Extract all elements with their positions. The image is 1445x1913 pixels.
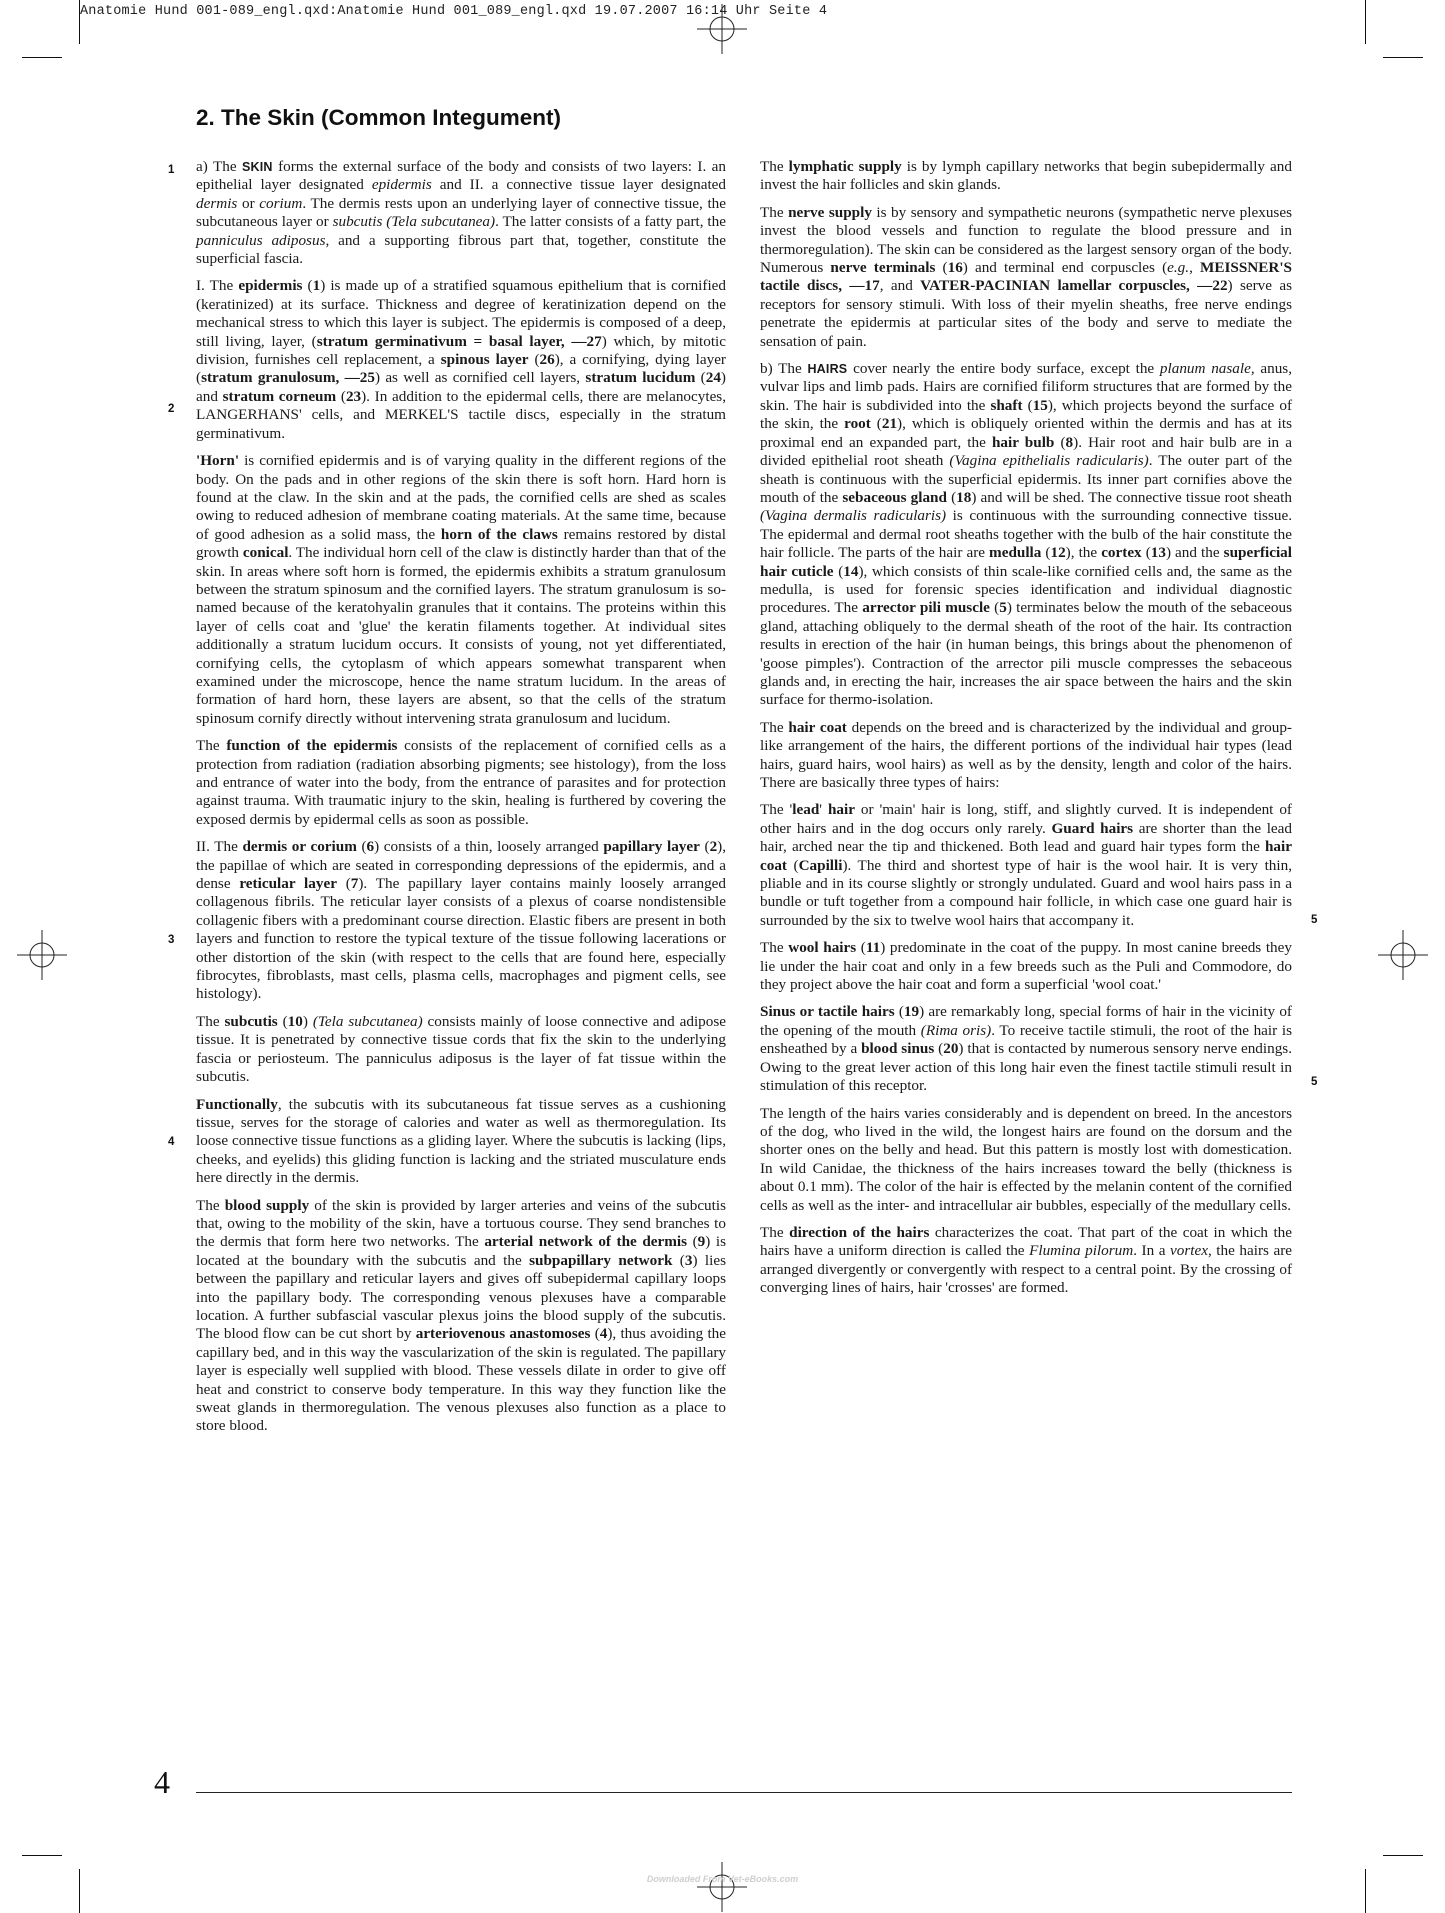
margin-figure-ref: 5 bbox=[1311, 1076, 1318, 1088]
footer-rule bbox=[196, 1792, 1292, 1793]
print-slug-line: Anatomie Hund 001-089_engl.qxd:Anatomie Hund 001_089_engl.qxd 19.07.2007 16:14 Uhr Seite 4 bbox=[80, 4, 828, 19]
paragraph-nerve-supply: The nerve supply is by sensory and sympathetic neurons (sympathetic nerve plexuses invest the blood vessels and function to regulate the blood pressure and in thermoregulation). The skin can be considered as the largest sensory organ of the body. Numerous nerve terminals (16) and terminal end corpuscles (e.g., MEISSNER'S tactile discs, —17, and VATER-PACINIAN lamellar corpuscles, —22) serve as receptors for sensory stimuli. With loss of their myelin sheaths, free nerve endings penetrate the epidermis at particular sites of the body and serve to mediate the sensation of pain. bbox=[760, 203, 1293, 350]
left-column bbox=[196, 158, 726, 1445]
crop-mark bbox=[1365, 0, 1366, 44]
crop-mark bbox=[22, 1855, 62, 1856]
crop-mark bbox=[22, 57, 62, 58]
margin-figure-ref: 2 bbox=[168, 403, 175, 415]
registration-mark-icon bbox=[697, 1862, 747, 1912]
paragraph-lymphatic-supply: The lymphatic supply is by lymph capillary networks that begin subepidermally and invest the hair follicles and skin glands. bbox=[760, 158, 1292, 194]
right-column bbox=[760, 158, 1292, 1307]
page-number: 4 bbox=[154, 1764, 170, 1800]
crop-mark bbox=[1383, 57, 1423, 58]
paragraph-epidermis-function: The function of the epidermis consists of the replacement of cornified cells as a protection from radiation (radiation absorbing pigments; see histology), from the loss and entrance of water into the body, from the entrance of parasites and for protection against trauma. With traumatic injury to the skin, healing is furthered by covering the exposed dermis by epidermal cells as soon as possible. bbox=[196, 737, 726, 828]
chapter-title: 2. The Skin (Common Integument) bbox=[196, 105, 562, 130]
registration-mark-icon bbox=[1378, 930, 1428, 980]
margin-figure-ref: 5 bbox=[1311, 914, 1318, 926]
paragraph-hair-direction: The direction of the hairs characterizes the coat. That part of the coat in which the hairs have a uniform direction is called the Flumina pilorum. In a vortex, the hairs are arranged divergently or convergently with respect to a central point. By the crossing of converging lines of hairs, hair 'crosses' are formed. bbox=[760, 1223, 1292, 1297]
paragraph-subcutis-function: Functionally, the subcutis with its subcutaneous fat tissue serves as a cushioning tissue, serves for the storage of calories and water as well as thermoregulation. Its loose connective tissue functions as a gliding layer. Where the subcutis is lacking (lips, cheeks, and eyelids) this gliding function is lacking and the striated musculature ends here directly in the dermis. bbox=[196, 1095, 726, 1187]
paragraph-tactile-hairs: Sinus or tactile hairs (19) are remarkably long, special forms of hair in the vicinity of the opening of the mouth (Rima oris). To receive tactile stimuli, the root of the hair is ensheathed by a blood sinus (20) that is contacted by numerous sensory nerve endings. Owing to the great lever action of this long hair even the finest tactile stimuli result in stimulation of this receptor. bbox=[760, 1003, 1293, 1095]
paragraph-horn: 'Horn' is cornified epidermis and is of varying quality in the different regions of the body. On the pads and in other regions of the skin there is soft horn. Hard horn is found at the claw. In the skin and at the pads, the cornified cells are shed as scales owing to reduced adhesion of membrane coating materials. At the same time, because of good adhesion as a solid mass, the horn of the claws remains restored by distal growth conical. The individual horn cell of the claw is distinctly harder than that of the skin. In areas where soft horn is formed, the epidermis exhibits a stratum granulosum between the stratum spinosum and the cornified layers. The stratum granulosum is so-named because of the keratohyalin granules that it contains. The proteins within this layer of cells coat and 'glue' the keratin filaments together. At individual sites additionally a stratum lucidum occurs. It consists of young, not yet differentiated, cornifying cells, the cytoplasm of which appears somewhat transparent when examined under the microscope, hence the name stratum lucidum. In the areas of formation of hard horn, these layers are absent, so that the cells of the stratum spinosum cornify directly without intervening strata granulosum and lucidum. bbox=[196, 452, 727, 727]
download-watermark: Downloaded From Vet-eBooks.com bbox=[646, 1874, 799, 1884]
registration-mark-icon bbox=[17, 930, 67, 980]
crop-mark bbox=[1383, 1855, 1423, 1856]
margin-figure-ref: 3 bbox=[168, 934, 175, 946]
paragraph-hair-coat: The hair coat depends on the breed and is characterized by the individual and group-like arrangement of the hairs, the different portions of the individual hair types (lead hairs, guard hairs, wool hairs) as well as by the density, length and color of the hairs. There are basically three types of hairs: bbox=[760, 718, 1292, 791]
paragraph-dermis: II. The dermis or corium (6) consists of a thin, loosely arranged papillary layer (2), the papillae of which are seated in corresponding depressions of the epidermis, and a dense reticular layer (7). The papillary layer contains mainly loosely arranged collagenous fibrils. The reticular layer consists of a plexus of coarse nondistensible collagenic fibers with a predominant course direction. Elastic fibers are present in both layers and function to restore the typical texture of the tissue following lacerations or other distortion of the skin (with respect to the cells that are found here, especially fibrocytes, fibroblasts, mast cells, plasma cells, macrophages and pigment cells, see histology). bbox=[196, 838, 727, 1003]
paragraph-blood-supply: The blood supply of the skin is provided by larger arteries and veins of the subcutis that, owing to the mobility of the skin, have a tortuous course. They send branches to the dermis that form here two networks. The arterial network of the dermis (9) is located at the boundary with the subcutis and the subpapillary network (3) lies between the papillary and reticular layers and gives off subepidermal capillary loops into the papillary body. The corresponding venous plexuses have a comparable location. A further subfascial vascular plexus joins the blood supply of the subcutis. The blood flow can be cut short by arteriovenous anastomoses (4), thus avoiding the capillary bed, and in this way the vascularization of the skin is regulated. The papillary layer is especially well supplied with blood. These vessels dilate in order to give off heat and constrict to conserve body temperature. In this way they function like the sweat glands in thermoregulation. The venous plexuses also function as a place to store blood. bbox=[196, 1196, 727, 1435]
paragraph-hair-length: The length of the hairs varies considerably and is dependent on breed. In the ancestors of the dog, who lived in the wild, the longest hairs are found on the dorsum and the shorter ones on the belly and head. But this pattern is mostly lost with domestication. In wild Canidae, the thickness of the hairs increases toward the belly (thickness is about 0.1 mm). The color of the hair is effected by the melanin content of the cornified cells as well as the inter- and intracellular air bubbles, especially of the medullary cells. bbox=[760, 1104, 1292, 1214]
margin-figure-ref: 4 bbox=[168, 1136, 175, 1148]
paragraph-hairs: b) The HAIRS cover nearly the entire body surface, except the planum nasale, anus, vulvar lips and limb pads. Hairs are cornified filiform structures that are formed by the skin. The hair is subdivided into the shaft (15), which projects beyond the surface of the skin, the root (21), which is obliquely oriented within the dermis and has at its proximal end an expanded part, the hair bulb (8). Hair root and hair bulb are in a divided epithelial root sheath (Vagina epithelialis radicularis). The outer part of the sheath is continuous with the superficial epidermis. Its inner part cornifies above the mouth of the sebaceous gland (18) and will be shed. The connective tissue root sheath (Vagina dermalis radicularis) is continuous with the surrounding connective tissue. The epidermal and dermal root sheaths together with the bulb of the hair constitute the hair follicle. The parts of the hair are medulla (12), the cortex (13) and the superficial hair cuticle (14), which consists of thin scale-like cornified cells and, the same as the medulla, is used for forensic species identification and individual diagnostic procedures. The arrector pili muscle (5) terminates below the mouth of the sebaceous gland, attaching obliquely to the dermal sheath of the root of the hair. Its contraction results in erection of the hair (in human beings, this brings about the phenomenon of 'goose pimples'). Contraction of the arrector pili muscle compresses the sebaceous glands and, in erecting the hair, increases the air space between the hairs and the skin surface for thermo-isolation. bbox=[760, 360, 1293, 709]
paragraph-wool-hairs: The wool hairs (11) predominate in the coat of the puppy. In most canine breeds they lie under the hair coat and only in a few breeds such as the Puli and Commodore, do they project above the hair coat and form a superficial 'wool coat.' bbox=[760, 939, 1292, 994]
paragraph-lead-hair: The 'lead' hair or 'main' hair is long, stiff, and slightly curved. It is independent of other hairs and in the dog occurs only rarely. Guard hairs are shorter than the lead hair, arched near the tip and thickened. Both lead and guard hair types form the hair coat (Capilli). The third and shortest type of hair is the wool hair. It is very thin, pliable and in its course slightly or strongly undulated. Guard and wool hairs pass in a bundle or tuft together from a compound hair follicle, in which case one guard hair is surrounded by the six to twelve wool hairs that accompany it. bbox=[760, 801, 1293, 929]
registration-mark-icon bbox=[697, 4, 747, 54]
paragraph-epidermis: I. The epidermis (1) is made up of a stratified squamous epithelium that is cornified (keratinized) at its surface. Thickness and degree of keratinization depend on the mechanical stress to which this layer is subject. The epidermis is composed of a deep, still living, layer, (stratum germinativum = basal layer, —27) which, by mitotic division, furnishes cell replacement, a spinous layer (26), a cornifying, dying layer (stratum granulosum, —25) as well as cornified cell layers, stratum lucidum (24) and stratum corneum (23). In addition to the epidermal cells, there are melanocytes, LANGERHANS' cells, and MERKEL'S tactile discs, especially in the stratum germinativum. bbox=[196, 277, 727, 442]
paragraph-skin-intro: a) The SKIN forms the external surface of the body and consists of two layers: I. an epithelial layer designated epidermis and II. a connective tissue layer designated dermis or corium. The dermis rests upon an underlying layer of connective tissue, the subcutaneous layer or subcutis (Tela subcutanea). The latter consists of a fatty part, the panniculus adiposus, and a supporting fibrous part that, together, constitute the superficial fascia. bbox=[196, 158, 727, 268]
margin-figure-ref: 1 bbox=[168, 164, 175, 176]
paragraph-subcutis: The subcutis (10) (Tela subcutanea) consists mainly of loose connective and adipose tissue. It is penetrated by connective tissue cords that fix the skin to the underlying fascia or periosteum. The panniculus adiposus is the layer of fat tissue within the subcutis. bbox=[196, 1012, 726, 1086]
crop-mark bbox=[79, 0, 80, 44]
